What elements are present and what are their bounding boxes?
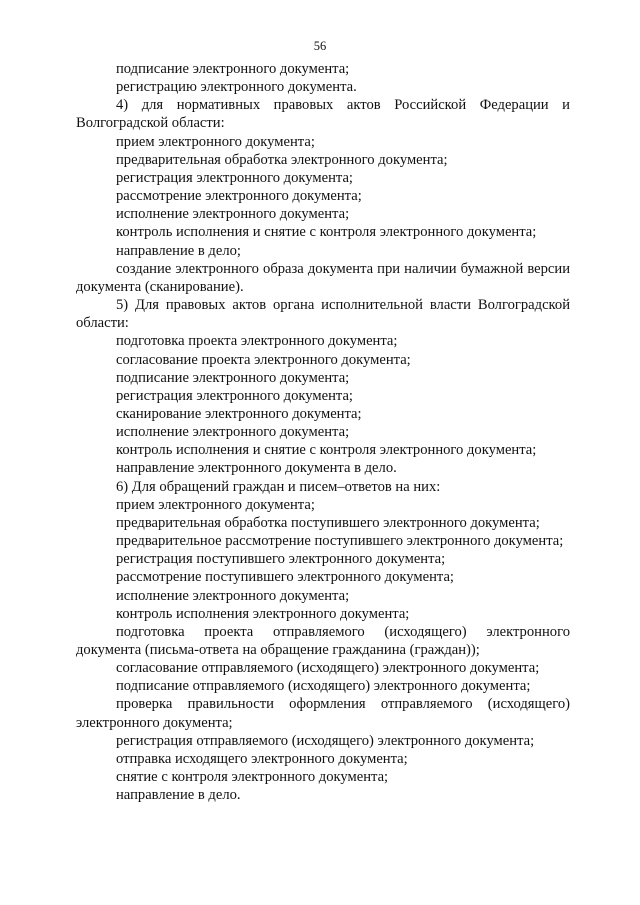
- paragraph: подготовка проекта электронного документа;: [116, 333, 398, 350]
- paragraph: подписание отправляемого (исходящего) электронного документа;: [116, 678, 531, 695]
- paragraph: предварительная обработка электронного документа;: [116, 151, 448, 168]
- paragraph: регистрация поступившего электронного документа;: [116, 551, 446, 568]
- paragraph: проверка правильности оформления отправляемого (исходящего) электронного документа;: [76, 696, 570, 731]
- paragraph: подписание электронного документа;: [116, 61, 350, 77]
- paragraph: рассмотрение поступившего электронного документа;: [116, 569, 454, 586]
- paragraph: регистрация электронного документа;: [116, 387, 353, 404]
- paragraph: предварительное рассмотрение поступившего электронного документа;: [116, 533, 564, 550]
- paragraph: подписание электронного документа;: [116, 369, 350, 386]
- paragraph: прием электронного документа;: [116, 496, 315, 513]
- paragraph: направление электронного документа в дело.: [116, 460, 397, 477]
- paragraph: снятие с контроля электронного документа;: [116, 769, 389, 786]
- paragraph: направление в дело;: [116, 242, 241, 259]
- section-heading-5: 5) Для правовых актов органа исполнительной власти Волгоградской области:: [76, 297, 570, 332]
- document-body: [76, 60, 570, 804]
- paragraph: направление в дело.: [116, 787, 241, 804]
- section-heading-4: 4) для нормативных правовых актов Российской Федерации и Волгоградской области:: [76, 97, 570, 132]
- paragraph: отправка исходящего электронного документа;: [116, 750, 408, 767]
- paragraph: регистрация электронного документа;: [116, 169, 353, 186]
- paragraph: регистрацию электронного документа.: [116, 79, 357, 96]
- paragraph: регистрация отправляемого (исходящего) электронного документа;: [116, 732, 535, 749]
- paragraph: рассмотрение электронного документа;: [116, 188, 362, 205]
- paragraph: исполнение электронного документа;: [116, 587, 350, 604]
- paragraph: создание электронного образа документа при наличии бумажной версии документа (сканирование).: [76, 260, 570, 295]
- paragraph: прием электронного документа;: [116, 133, 315, 150]
- paragraph: подготовка проекта отправляемого (исходящего) электронного документа (письма-ответа на обращение гражданина (граждан));: [76, 623, 570, 658]
- paragraph: предварительная обработка поступившего электронного документа;: [116, 514, 540, 531]
- paragraph: согласование отправляемого (исходящего) электронного документа;: [116, 660, 540, 677]
- section-heading-6: 6) Для обращений граждан и писем–ответов на них:: [116, 478, 441, 495]
- paragraph: согласование проекта электронного документа;: [116, 351, 411, 368]
- paragraph: исполнение электронного документа;: [116, 206, 350, 223]
- paragraph: контроль исполнения электронного документа;: [116, 605, 410, 622]
- paragraph: исполнение электронного документа;: [116, 424, 350, 441]
- paragraph: контроль исполнения и снятие с контроля электронного документа;: [116, 224, 537, 241]
- paragraph: сканирование электронного документа;: [116, 405, 362, 422]
- paragraph: контроль исполнения и снятие с контроля электронного документа;: [116, 442, 537, 459]
- page-number: 56: [313, 39, 327, 53]
